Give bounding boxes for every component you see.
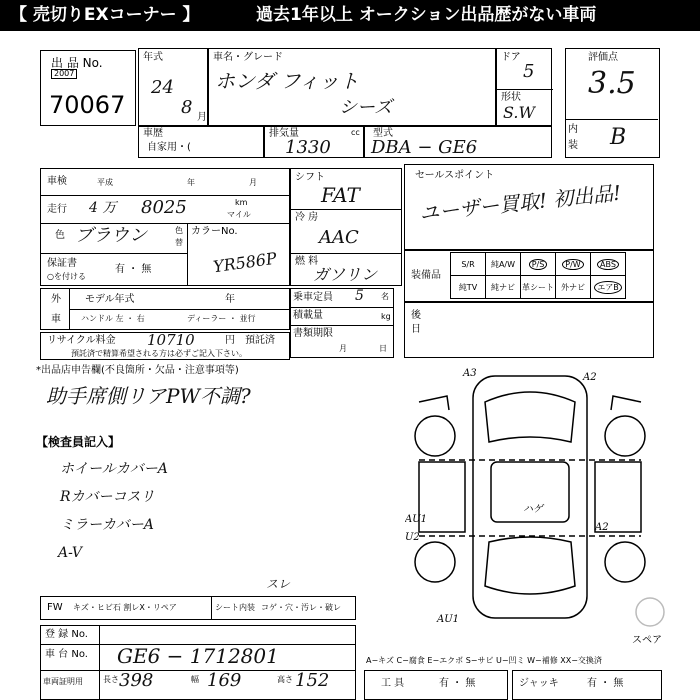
- shift: FAT: [321, 183, 360, 207]
- model-code: DBA − GE6: [371, 137, 478, 158]
- size-label: 車両証明用: [43, 677, 83, 686]
- sales-point-box: [404, 164, 654, 250]
- mark-hage: ハゲ: [523, 504, 543, 515]
- seat-label: シート内装: [215, 603, 255, 612]
- height: 152: [295, 670, 330, 691]
- doc-month: 月: [339, 344, 347, 353]
- rear-box: [404, 302, 654, 358]
- model-code-label: 型式: [373, 128, 393, 139]
- chassis-label: 車 台 No.: [45, 649, 88, 660]
- warranty-options: 有 ・ 無: [115, 264, 152, 275]
- jack-value: 有 ・ 無: [587, 678, 624, 689]
- year-label: 年式: [143, 52, 163, 63]
- door-label: ドア: [501, 52, 521, 63]
- interior-label-2: 装: [568, 140, 578, 151]
- length: 398: [119, 670, 154, 691]
- year-era: 24: [151, 77, 174, 98]
- recycle-unit: 円: [225, 335, 235, 346]
- import-dealer: ディーラー ・ 並行: [187, 314, 256, 323]
- inspector-label: 【検査員記入】: [36, 435, 121, 449]
- equip-sr: S/R: [451, 253, 486, 276]
- mark-side-a2: A2: [595, 522, 609, 533]
- tools-label: 工 具: [381, 678, 405, 689]
- inspector-line-3: ミラーカバーA: [60, 517, 154, 533]
- tools-value: 有 ・ 無: [439, 678, 476, 689]
- import-label-2: 車: [51, 314, 61, 325]
- interior-label-1: 内: [568, 124, 578, 135]
- page-banner: [0, 0, 700, 31]
- fw-damage: キズ・ヒビ石 割レX・リペア: [73, 603, 177, 612]
- recycle-status: 預託済: [245, 335, 275, 346]
- length-label: 長さ: [103, 675, 119, 684]
- usage-cell: [138, 126, 264, 158]
- recycle-amount: 10710: [147, 331, 195, 349]
- equipment-label: 装備品: [411, 270, 441, 281]
- rear-label-1: 後: [411, 310, 421, 321]
- score: 3.5: [588, 66, 636, 101]
- mark-u2: U2: [405, 532, 420, 543]
- import-year: 年: [225, 294, 235, 305]
- equipment-table: [450, 252, 626, 299]
- usage-value: 自家用・(: [147, 142, 191, 153]
- shift-label: シフト: [295, 172, 325, 183]
- equip-abs: [591, 253, 626, 276]
- mark-au1-rear: AU1: [437, 614, 460, 625]
- month-unit: 月: [197, 112, 207, 123]
- spare-label: スペア: [632, 635, 662, 646]
- year-month: 8: [181, 97, 193, 118]
- color-no-label: カラーNo.: [191, 226, 238, 237]
- capacity-unit: 名: [381, 292, 389, 301]
- mark-front-a2: A2: [583, 372, 597, 383]
- tools-box: [364, 670, 508, 700]
- doors: 5: [523, 61, 535, 82]
- notes-text: 助手席側リアPW不調?: [46, 384, 251, 408]
- capacity-label: 乗車定員: [293, 292, 333, 303]
- mileage: 8025: [141, 197, 187, 218]
- year-cell: [138, 48, 208, 126]
- displacement-unit: cc: [351, 128, 360, 137]
- recycle-label: リサイクル料金: [47, 335, 116, 346]
- damage-legend: A−キズ C−腐食 E−エクボ S−サビ U−凹ミ W−補修 XX−交換済: [366, 656, 602, 665]
- doc-day: 日: [379, 344, 387, 353]
- displacement: 1330: [285, 137, 331, 158]
- fuel: ガソリン: [313, 265, 378, 284]
- door-cell: [496, 48, 552, 126]
- shape-label: 形状: [501, 92, 521, 103]
- mark-front-a3: A3: [463, 368, 477, 379]
- inspection-era: 平成: [97, 178, 113, 187]
- banner-right: 過去1年以上 オークション出品歴がない車両: [256, 5, 597, 25]
- grade: シーズ: [339, 97, 393, 118]
- reg-label: 登 録 No.: [45, 629, 88, 640]
- fw-label: FW: [47, 602, 63, 613]
- equip-airbag-circled: エアB: [594, 281, 622, 294]
- mileage-label: 走行: [47, 204, 67, 215]
- year-stamp: 2007: [51, 69, 77, 79]
- equip-tv: 純TV: [451, 276, 486, 299]
- make-model: ホンダ フィット: [215, 69, 359, 93]
- equip-navi: 純ナビ: [486, 276, 521, 299]
- capacity-box: [290, 288, 394, 358]
- color-change-2: 替: [175, 238, 183, 247]
- inspector-line-1: ホイールカバーA: [60, 461, 168, 477]
- mileage-unit-mile: マイル: [227, 210, 251, 219]
- color-change-1: 色: [175, 226, 183, 235]
- model-code-cell: [364, 126, 552, 158]
- displacement-cell: [264, 126, 364, 158]
- name-cell: [208, 48, 496, 126]
- inspector-line-2: Rカバーコスリ: [60, 489, 155, 505]
- score-label: 評価点: [588, 52, 618, 63]
- color-no: YR586P: [211, 248, 278, 277]
- car-damage-diagram: [405, 362, 665, 632]
- import-box: [40, 288, 290, 330]
- sales-point-text: ユーザー買取! 初出品!: [418, 180, 623, 226]
- fw-row: [40, 596, 356, 620]
- details-block: [40, 168, 290, 286]
- name-label: 車名・グレード: [213, 52, 283, 63]
- equip-airbag: [591, 276, 626, 299]
- interior-grade: B: [610, 125, 627, 150]
- listing-no-label: 出 品 No.: [51, 56, 103, 70]
- seat-condition: コゲ・穴・汚レ・破レ: [261, 603, 341, 612]
- recycle-box: [40, 332, 290, 360]
- inspection-year: 年: [187, 178, 195, 187]
- recycle-note: 預託済で精算希望される方は必ずご記入下さい。: [71, 349, 247, 358]
- sales-point-label: セールスポイント: [415, 170, 495, 181]
- equip-pw: [556, 253, 591, 276]
- chassis-number: GE6 − 1712801: [117, 644, 279, 668]
- warranty-label: 保証書: [47, 258, 77, 269]
- fuel-label: 燃 料: [295, 256, 319, 267]
- seat-mark: スレ: [266, 577, 291, 591]
- ac: AAC: [319, 227, 359, 248]
- listing-number-box: [40, 50, 136, 126]
- listing-number: 70067: [49, 91, 126, 119]
- load-label: 積載量: [293, 310, 323, 321]
- mileage-unit-km: km: [235, 198, 248, 207]
- mark-au1-left: AU1: [405, 514, 428, 525]
- equip-leather: 革シート: [521, 276, 556, 299]
- jack-box: [512, 670, 662, 700]
- banner-left: 【 売切りEXコーナー 】: [10, 5, 200, 25]
- inspector-line-4: A-V: [58, 545, 82, 561]
- load-unit: kg: [381, 312, 391, 321]
- capacity: 5: [355, 288, 364, 304]
- color-label: 色: [55, 230, 65, 241]
- import-handle: ハンドル 左 ・ 右: [81, 314, 145, 323]
- warranty-note: ○を付ける: [47, 272, 86, 281]
- registration-block: [40, 625, 356, 700]
- color: ブラウン: [75, 225, 147, 246]
- jack-label: ジャッキ: [519, 678, 559, 689]
- width: 169: [207, 670, 242, 691]
- doc-label: 書類期限: [293, 328, 333, 339]
- inspection-month: 月: [249, 178, 257, 187]
- mileage-prefix: 4 万: [89, 200, 117, 216]
- rear-label-2: 日: [411, 324, 421, 335]
- displacement-label: 排気量: [269, 128, 299, 139]
- shift-block: [290, 168, 402, 286]
- import-model-year: モデル年式: [85, 294, 135, 305]
- equip-abs-circled: ABS: [597, 259, 619, 270]
- equip-ext-navi: 外ナビ: [556, 276, 591, 299]
- height-label: 高さ: [277, 675, 293, 684]
- inspection-label: 車検: [47, 176, 67, 187]
- ac-label: 冷 房: [295, 212, 319, 223]
- usage-label: 車歴: [143, 128, 163, 139]
- width-label: 幅: [191, 675, 199, 684]
- equip-ps: [521, 253, 556, 276]
- import-label-1: 外: [51, 294, 61, 305]
- notes-label: *出品店申告欄(不良箇所・欠品・注意事項等): [36, 365, 239, 376]
- equip-alloy: 純A/W: [486, 253, 521, 276]
- score-box: [565, 48, 660, 158]
- shape: S.W: [503, 103, 535, 122]
- equip-pw-circled: P/W: [562, 259, 583, 270]
- equip-ps-circled: P/S: [529, 259, 548, 270]
